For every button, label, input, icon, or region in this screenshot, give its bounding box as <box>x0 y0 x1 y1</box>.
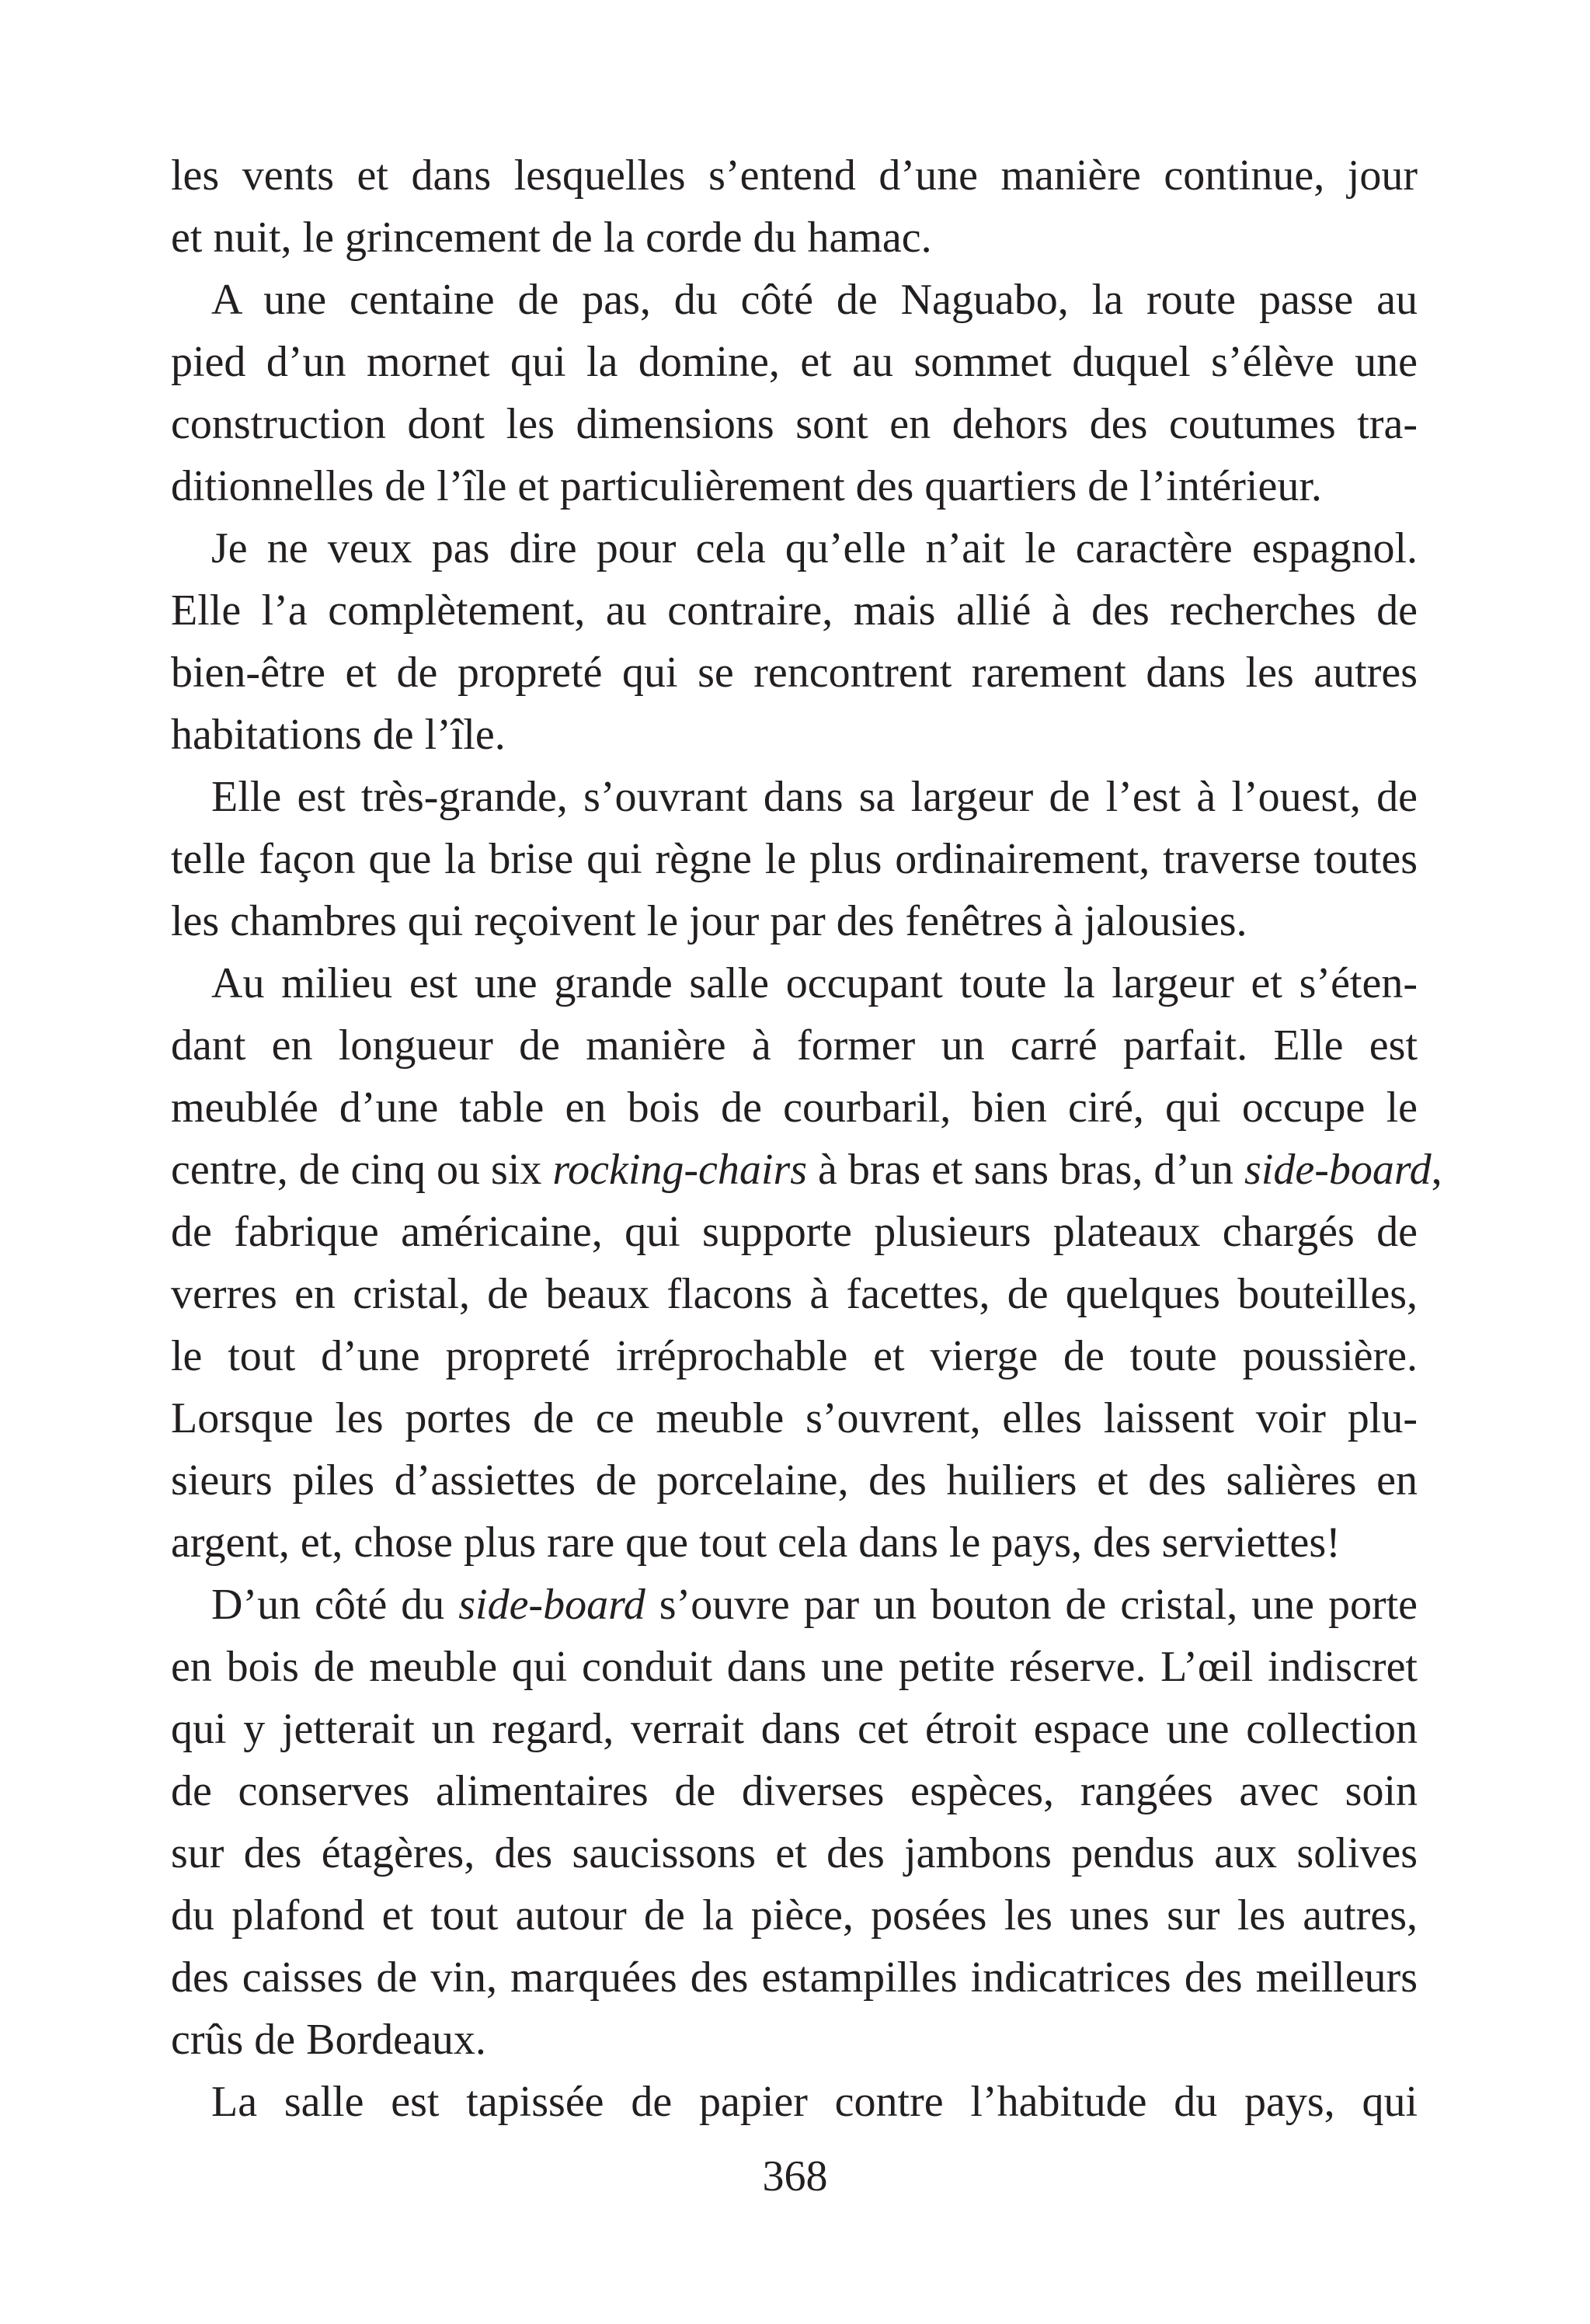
text-line <box>171 455 1418 517</box>
text-segment: qui y jetterait un regard, verrait dans cet étroit espace une collection <box>171 1705 1418 1753</box>
text-line <box>171 2071 1418 2133</box>
text-line <box>171 1387 1418 1449</box>
text-line <box>171 1263 1418 1325</box>
text-segment: argent, et, chose plus rare que tout cela dans le pays, des serviettes! <box>171 1519 1341 1567</box>
italic-term: side-board <box>458 1581 645 1629</box>
text-segment: verres en cristal, de beaux flacons à facettes, de quelques bouteilles, <box>171 1270 1418 1318</box>
text-segment: meublée d’une table en bois de courbaril, bien ciré, qui occupe le <box>171 1084 1418 1132</box>
text-line <box>171 1512 1418 1574</box>
text-segment: s’ouvre par un bouton de cristal, une porte <box>645 1581 1418 1629</box>
text-line <box>171 207 1418 269</box>
text-line <box>171 828 1418 890</box>
text-segment: les vents et dans lesquelles s’entend d’une manière continue, jour <box>171 151 1418 200</box>
text-line <box>171 144 1418 207</box>
text-line <box>171 1636 1418 1698</box>
text-segment: en bois de meuble qui conduit dans une petite réserve. L’œil indiscret <box>171 1643 1418 1691</box>
text-line <box>171 642 1418 704</box>
text-segment: de fabrique américaine, qui supporte plusieurs plateaux chargés de <box>171 1208 1418 1256</box>
text-segment: La salle est tapissée de papier contre l’habitude du pays, qui <box>211 2078 1418 2126</box>
text-line <box>171 766 1418 828</box>
text-line <box>171 269 1418 331</box>
text-line <box>171 579 1418 642</box>
text-line <box>171 1325 1418 1387</box>
text-segment: du plafond et tout autour de la pièce, posées les unes sur les autres, <box>171 1891 1418 1940</box>
text-segment: Elle est très-grande, s’ouvrant dans sa largeur de l’est à l’ouest, de <box>211 773 1418 821</box>
text-line <box>171 1760 1418 1822</box>
text-segment: centre, de cinq ou six <box>171 1146 553 1194</box>
text-segment: les chambres qui reçoivent le jour par des fenêtres à jalousies. <box>171 897 1247 945</box>
text-segment: D’un côté du <box>211 1581 459 1629</box>
text-segment: de conserves alimentaires de diverses espèces, rangées avec soin <box>171 1767 1418 1815</box>
text-segment: sieurs piles d’assiettes de porcelaine, des huiliers et des salières en <box>171 1456 1418 1505</box>
text-line <box>171 952 1418 1014</box>
text-segment: pied d’un mornet qui la domine, et au sommet duquel s’élève une <box>171 338 1418 386</box>
text-line <box>171 2009 1418 2071</box>
text-segment: le tout d’une propreté irréprochable et vierge de toute poussière. <box>171 1332 1418 1380</box>
text-line <box>171 1822 1418 1884</box>
text-line <box>171 1698 1418 1760</box>
text-line <box>171 1077 1418 1139</box>
italic-term: rocking-chairs <box>552 1146 808 1194</box>
text-segment: Elle l’a complètement, au contraire, mais allié à des recherches de <box>171 586 1418 635</box>
text-line <box>171 704 1418 766</box>
text-segment: construction dont les dimensions sont en dehors des coutumes tra- <box>171 400 1418 448</box>
text-line <box>171 1139 1442 1201</box>
text-segment: Au milieu est une grande salle occupant toute la largeur et s’éten- <box>211 959 1418 1007</box>
text-line <box>171 890 1418 952</box>
text-line <box>171 1947 1418 2009</box>
text-line <box>171 1574 1418 1636</box>
text-segment: A une centaine de pas, du côté de Naguabo, la route passe au <box>211 276 1418 324</box>
text-segment: dant en longueur de manière à former un carré parfait. Elle est <box>171 1021 1418 1070</box>
text-segment: , <box>1431 1146 1442 1194</box>
text-segment: telle façon que la brise qui règne le plus ordinairement, traverse toutes <box>171 835 1418 883</box>
text-line <box>171 331 1418 393</box>
text-segment: sur des étagères, des saucissons et des jambons pendus aux solives <box>171 1829 1418 1877</box>
text-line <box>171 517 1418 579</box>
text-segment: ditionnelles de l’île et particulièrement des quartiers de l’intérieur. <box>171 462 1322 510</box>
italic-term: side-board <box>1244 1146 1432 1194</box>
text-line <box>171 393 1418 455</box>
text-segment: Je ne veux pas dire pour cela qu’elle n’ait le caractère espagnol. <box>211 524 1418 572</box>
text-segment: des caisses de vin, marquées des estampilles indicatrices des meilleurs <box>171 1953 1418 2002</box>
text-segment: bien-être et de propreté qui se rencontrent rarement dans les autres <box>171 649 1418 697</box>
text-segment: crûs de Bordeaux. <box>171 2016 486 2064</box>
text-line <box>171 1449 1418 1512</box>
body-text <box>171 144 1442 2133</box>
text-line <box>171 1014 1418 1077</box>
text-line <box>171 1884 1418 1947</box>
text-segment: Lorsque les portes de ce meuble s’ouvrent, elles laissent voir plu- <box>171 1394 1418 1442</box>
page-number: 368 <box>762 2152 828 2200</box>
text-segment: à bras et sans bras, d’un <box>807 1146 1244 1194</box>
text-segment: habitations de l’île. <box>171 711 506 759</box>
text-line <box>171 1201 1418 1263</box>
text-segment: et nuit, le grincement de la corde du hamac. <box>171 214 932 262</box>
